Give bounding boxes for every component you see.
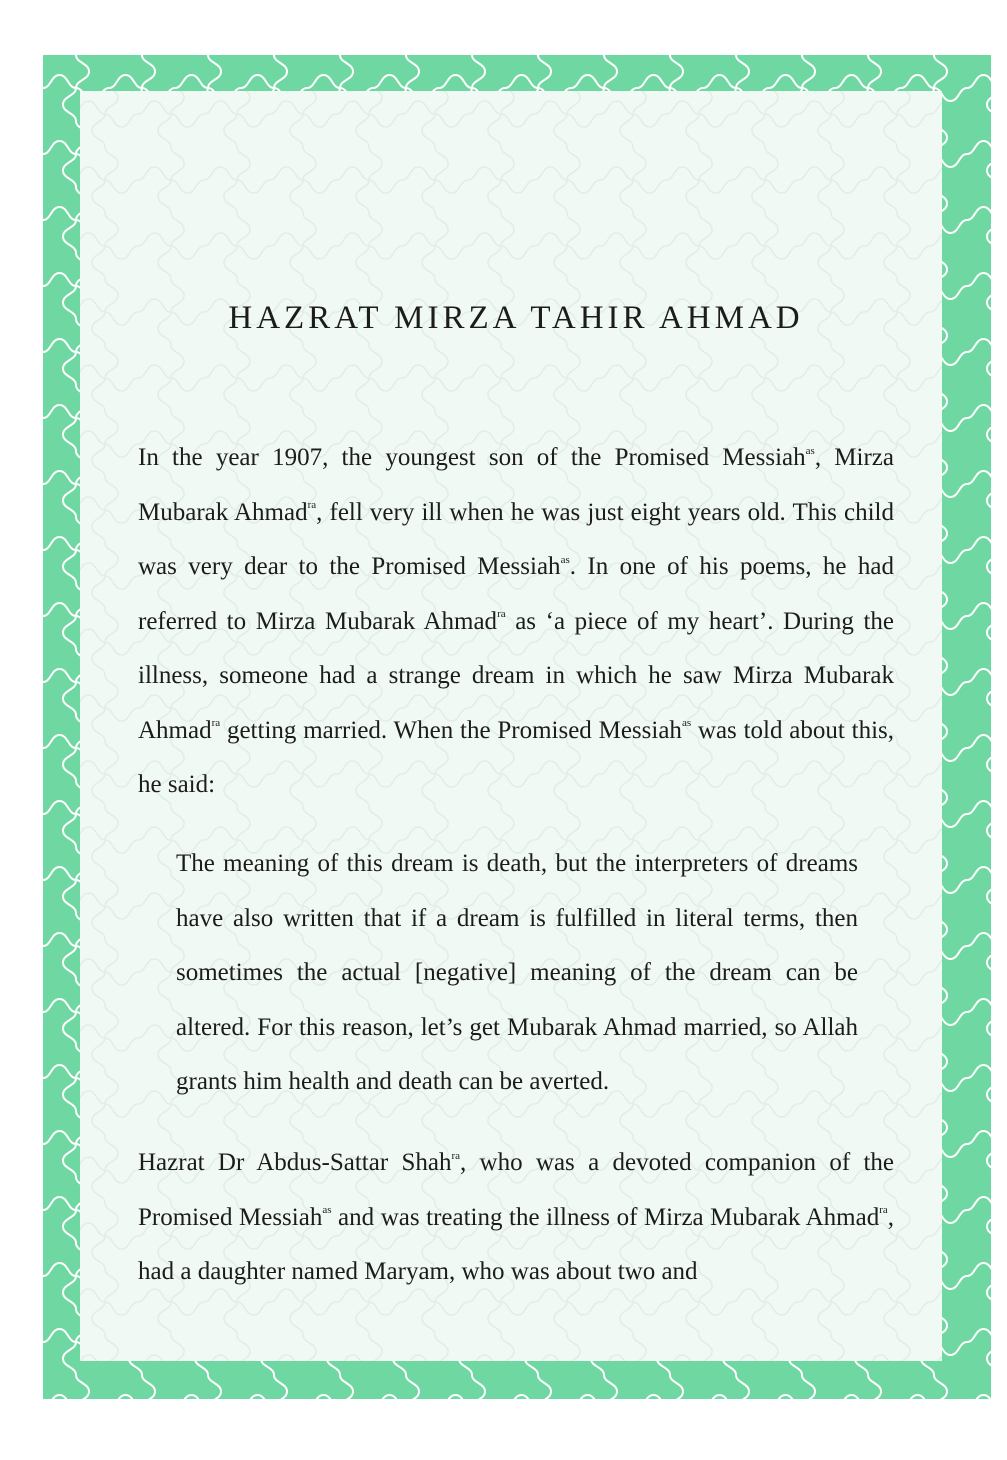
text-run: , had a daughter named Maryam, who was about two and [138,1203,894,1285]
text-run: and was treating the illness of Mirza Mubarak Ahmad [331,1203,880,1231]
paragraph-continued [138,1136,894,1300]
honorific-superscript: ra [879,1204,888,1217]
text-run: , who was a devoted companion of the Promised Messiah [138,1149,894,1231]
text-run: , fell very ill when he was just eight years old. This child was very dear to the Promised Messiah [138,498,895,580]
text-run: was told about this, he said: [138,716,894,798]
chapter-title: HAZRAT MIRZA TAHIR AHMAD [228,300,804,336]
honorific-superscript: ra [497,608,506,621]
text-run: . In one of his poems, he had referred to Mirza Mubarak Ahmad [138,553,895,635]
text-run: getting married. When the Promised Messiah [220,716,682,744]
paragraph-intro [138,431,894,813]
text-run: In the year 1907, the youngest son of the Promised Messiah [138,444,806,471]
honorific-superscript: ra [451,1149,460,1162]
honorific-superscript: as [805,444,815,457]
honorific-superscript: ra [211,717,221,730]
text-run: , Mirza Mubarak Ahmad [138,444,894,526]
content-panel [80,91,942,1361]
honorific-superscript: as [322,1204,332,1217]
honorific-superscript: as [560,553,570,566]
honorific-superscript: ra [307,499,317,512]
text-run: Hazrat Dr Abdus-Sattar Shah [138,1149,452,1176]
text-run: as ‘a piece of my heart’. During the illness, someone had a strange dream in which he saw Mirza Mubarak Ahmad [138,607,894,744]
honorific-superscript: as [681,717,692,730]
block-quote: The meaning of this dream is death, but the interpreters of dreams have also written that if a dream is fulfilled in literal terms, then sometimes the actual [negative] meaning of the dream can be altered. For this reason, let’s get Mubarak Ahmad married, so Allah grants him health and death can be averted. [176,850,858,1095]
page-border [43,55,991,1399]
